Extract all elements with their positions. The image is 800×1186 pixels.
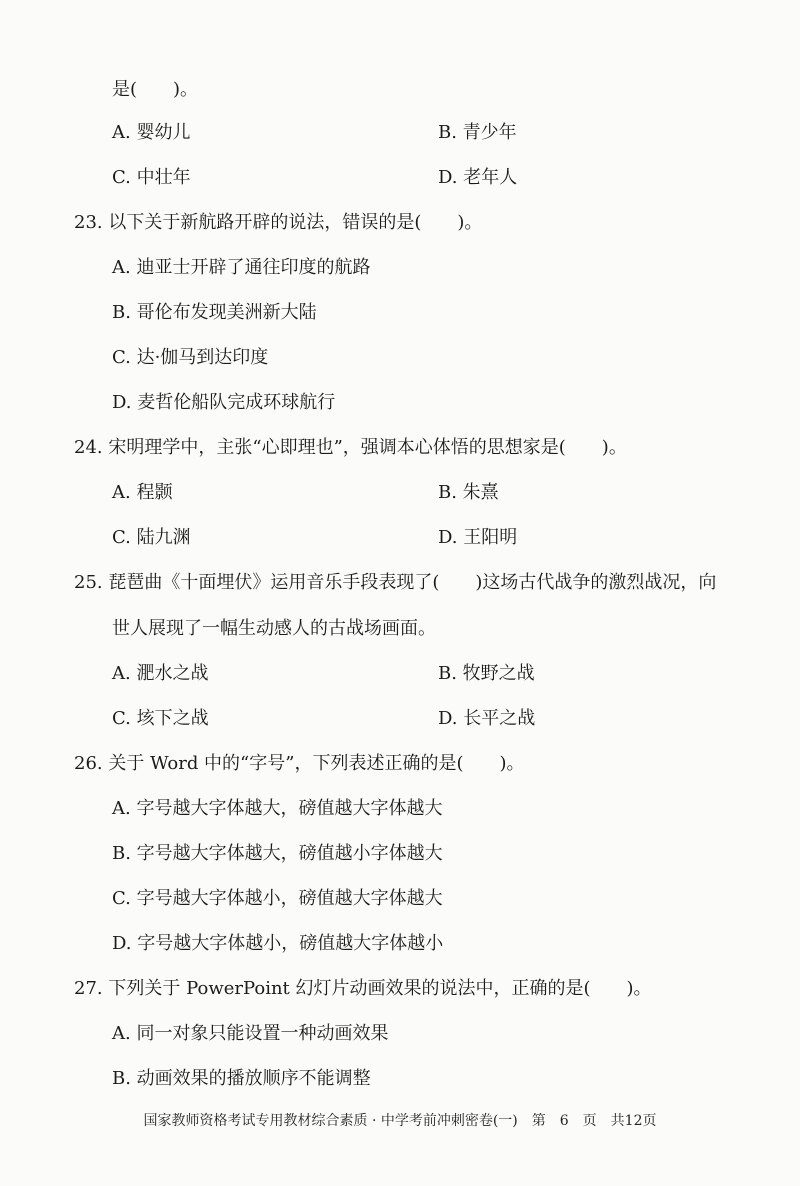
question-22-option-c: C. 中壮年 — [112, 167, 191, 188]
page-footer: 国家教师资格考试专用教材综合素质 · 中学考前冲刺密卷(一) 第 6 页 共12页 — [143, 1113, 657, 1129]
question-25-option-a: A. 淝水之战 — [112, 663, 209, 684]
question-24-number: 24. — [74, 437, 103, 458]
question-22-stem-end: 是( )。 — [112, 79, 199, 100]
question-22-option-b: B. 青少年 — [438, 122, 517, 143]
question-24-text: 宋明理学中，主张“心即理也”，强调本心体悟的思想家是( )。 — [108, 437, 627, 458]
question-27-option-a: A. 同一对象只能设置一种动画效果 — [112, 1023, 389, 1044]
question-25-option-d: D. 长平之战 — [438, 708, 536, 729]
question-26-stem — [74, 752, 525, 776]
question-23-number: 23. — [74, 212, 103, 233]
question-25-text-continued: 世人展现了一幅生动感人的古战场画面。 — [112, 618, 436, 639]
question-22-option-a: A. 婴幼儿 — [112, 122, 191, 143]
question-24-option-b: B. 朱熹 — [438, 482, 499, 503]
question-27-option-b: B. 动画效果的播放顺序不能调整 — [112, 1068, 371, 1089]
question-24-stem — [74, 436, 627, 460]
question-25-stem — [74, 571, 716, 595]
question-23-text: 以下关于新航路开辟的说法，错误的是( )。 — [108, 212, 483, 233]
question-23-option-c: C. 达·伽马到达印度 — [112, 347, 269, 368]
question-23-option-a: A. 迪亚士开辟了通往印度的航路 — [112, 257, 371, 278]
question-24-option-d: D. 王阳明 — [438, 527, 518, 548]
question-25-number: 25. — [74, 572, 103, 593]
question-24-option-a: A. 程颢 — [112, 482, 173, 503]
question-26-number: 26. — [74, 753, 103, 774]
question-27-number: 27. — [74, 978, 103, 999]
question-26-option-a: A. 字号越大字体越大，磅值越大字体越大 — [112, 798, 443, 819]
question-22-option-d: D. 老年人 — [438, 167, 518, 188]
question-27-text: 下列关于 PowerPoint 幻灯片动画效果的说法中，正确的是( )。 — [108, 978, 652, 999]
question-26-option-c: C. 字号越大字体越小，磅值越大字体越大 — [112, 888, 443, 909]
question-26-option-b: B. 字号越大字体越大，磅值越小字体越大 — [112, 843, 443, 864]
question-25-text: 琵琶曲《十面埋伏》运用音乐手段表现了( )这场古代战争的激烈战况，向 — [108, 572, 717, 593]
question-26-option-d: D. 字号越大字体越小，磅值越大字体越小 — [112, 933, 444, 954]
question-25-option-b: B. 牧野之战 — [438, 663, 535, 684]
question-25-option-c: C. 垓下之战 — [112, 708, 209, 729]
question-26-text: 关于 Word 中的“字号”，下列表述正确的是( )。 — [108, 753, 525, 774]
question-27-stem — [74, 977, 652, 1001]
question-23-option-d: D. 麦哲伦船队完成环球航行 — [112, 392, 336, 413]
question-23-option-b: B. 哥伦布发现美洲新大陆 — [112, 302, 317, 323]
question-23-stem — [74, 211, 482, 235]
question-24-option-c: C. 陆九渊 — [112, 527, 191, 548]
